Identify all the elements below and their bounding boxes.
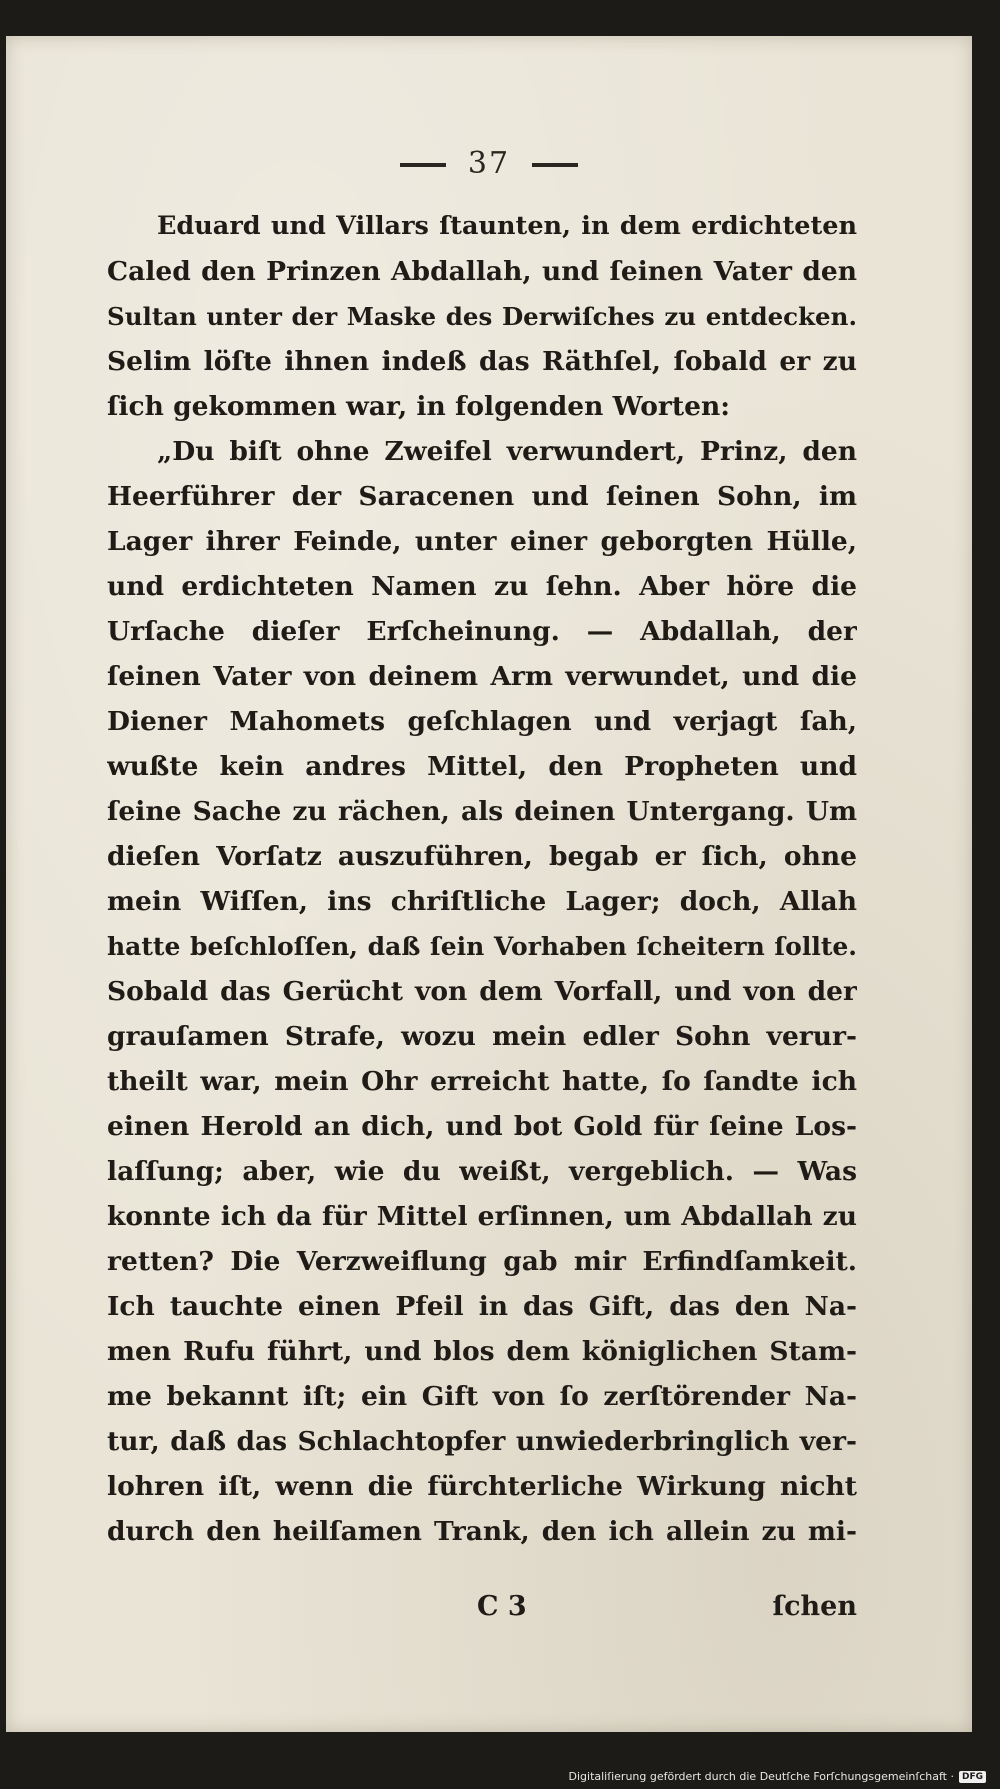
text-line: me bekannt iſt; ein Gift von ſo zerſtörender Na- [107, 1381, 857, 1412]
body-text [107, 204, 857, 1554]
text-line: Sobald das Gerücht von dem Vorfall, und von der [107, 976, 857, 1007]
text-line: tur, daß das Schlachtopfer unwiederbringlich ver- [107, 1426, 857, 1457]
text-line: Sultan unter der Maske des Derwiſches zu entdecken. [107, 302, 857, 331]
dfg-logo: DFG [959, 1771, 986, 1783]
text-line: durch den heilſamen Trank, den ich allein zu mi- [107, 1516, 857, 1547]
text-line: theilt war, mein Ohr erreicht hatte, ſo ſandte ich [107, 1066, 857, 1097]
page-header [6, 146, 972, 181]
page-number: 37 [467, 146, 511, 181]
header-dash-right [532, 163, 578, 167]
text-line: laſſung; aber, wie du weißt, vergeblich. — Was [107, 1156, 857, 1187]
text-line: Eduard und Villars ſtaunten, in dem erdichteten [157, 211, 857, 241]
text-line: ſeinen Vater von deinem Arm verwundet, und die [107, 661, 857, 692]
text-line: ſich gekommen war, in folgenden Worten: [107, 391, 731, 422]
text-line: Caled den Prinzen Abdallah, und ſeinen Vater den [107, 256, 857, 287]
text-line: Heerführer der Saracenen und ſeinen Sohn, im [107, 481, 857, 512]
credit-text: Digitaliſierung gefördert durch die Deutſche Forſchungsgemeinſchaft · [568, 1770, 954, 1783]
text-line: wußte kein andres Mittel, den Propheten und [107, 751, 857, 782]
text-line: hatte beſchloſſen, daß ſein Vorhaben ſcheitern ſollte. [107, 932, 857, 961]
text-line: men Rufu führt, und blos dem königlichen Stam- [107, 1336, 857, 1367]
text-line: grauſamen Strafe, wozu mein edler Sohn verur- [107, 1021, 857, 1052]
text-line: Lager ihrer Feinde, unter einer geborgten Hülle, [107, 526, 857, 557]
digitization-credit [569, 1770, 987, 1783]
catchword: ſchen [772, 1591, 857, 1622]
text-line: retten? Die Verzweiflung gab mir Erfindſamkeit. [107, 1246, 857, 1277]
signature-mark: C 3 [477, 1591, 527, 1622]
book-page [6, 36, 972, 1732]
text-line: Diener Mahomets geſchlagen und verjagt ſah, [107, 706, 857, 737]
text-line: lohren iſt, wenn die fürchterliche Wirkung nicht [107, 1471, 857, 1502]
text-line: mein Wiſſen, ins chriſtliche Lager; doch, Allah [107, 886, 857, 917]
text-line: Selim löſte ihnen indeß das Räthſel, ſobald er zu [107, 346, 857, 377]
text-line: und erdichteten Namen zu ſehn. Aber höre die [107, 571, 857, 602]
page-footer [107, 1591, 857, 1636]
text-line: Ich tauchte einen Pfeil in das Gift, das den Na- [107, 1291, 857, 1322]
text-line: Urſache dieſer Erſcheinung. — Abdallah, der [107, 616, 857, 647]
text-line: einen Herold an dich, und bot Gold für ſeine Los- [107, 1111, 857, 1142]
text-line: konnte ich da für Mittel erſinnen, um Abdallah zu [107, 1201, 857, 1232]
text-line: „Du biſt ohne Zweifel verwundert, Prinz, den [157, 436, 857, 467]
header-dash-left [400, 163, 446, 167]
text-line: dieſen Vorſatz auszuführen, begab er ſich, ohne [107, 841, 857, 872]
text-line: ſeine Sache zu rächen, als deinen Untergang. Um [107, 796, 857, 827]
